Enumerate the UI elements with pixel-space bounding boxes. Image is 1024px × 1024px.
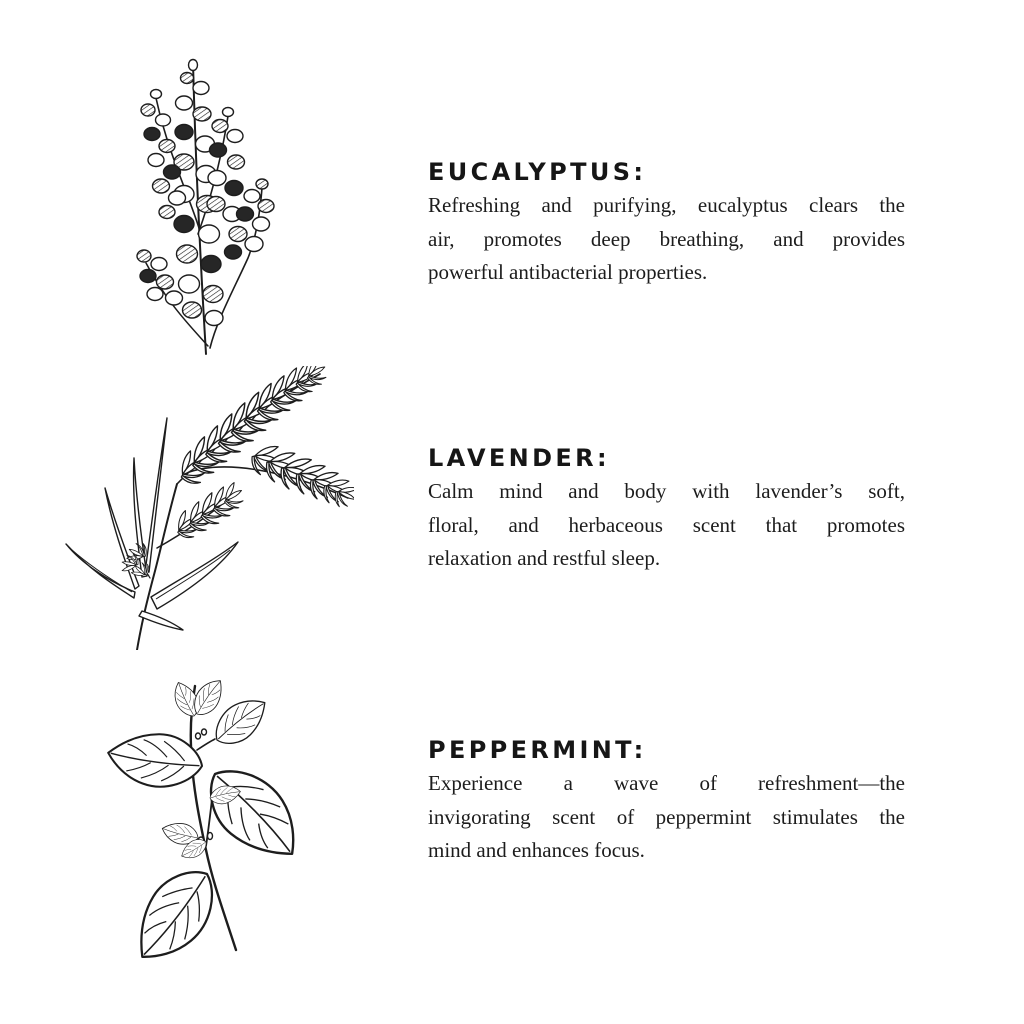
section-lavender: [428, 444, 905, 576]
body-line: Experience a wave of refreshment—the: [428, 771, 905, 795]
peppermint-description: [428, 767, 905, 868]
body-line: invigorating scent of peppermint stimulates the: [428, 804, 905, 829]
body-line: floral, and herbaceous scent that promotes: [428, 512, 905, 537]
peppermint-illustration: [94, 678, 308, 962]
body-line: air, promotes deep breathing, and provides: [428, 226, 905, 251]
body-line: relaxation and restful sleep.: [428, 546, 661, 570]
lavender-illustration: [62, 366, 354, 650]
body-line: powerful antibacterial properties.: [428, 260, 708, 284]
lavender-description: [428, 475, 905, 576]
body-line: Refreshing and purifying, eucalyptus clears the: [428, 193, 905, 217]
body-line: mind and enhances focus.: [428, 838, 645, 862]
eucalyptus-leaves: [137, 60, 274, 326]
lavender-flower-spikes: [120, 366, 354, 581]
section-peppermint: [428, 736, 905, 868]
peppermint-leaves: [104, 678, 308, 962]
lavender-heading: LAVENDER:: [428, 444, 610, 472]
eucalyptus-description: [428, 189, 905, 290]
section-eucalyptus: [428, 158, 905, 290]
peppermint-heading: PEPPERMINT:: [428, 736, 647, 764]
body-line: Calm mind and body with lavender’s soft,: [428, 479, 905, 503]
eucalyptus-heading: EUCALYPTUS:: [428, 158, 647, 186]
eucalyptus-illustration: [132, 58, 278, 356]
